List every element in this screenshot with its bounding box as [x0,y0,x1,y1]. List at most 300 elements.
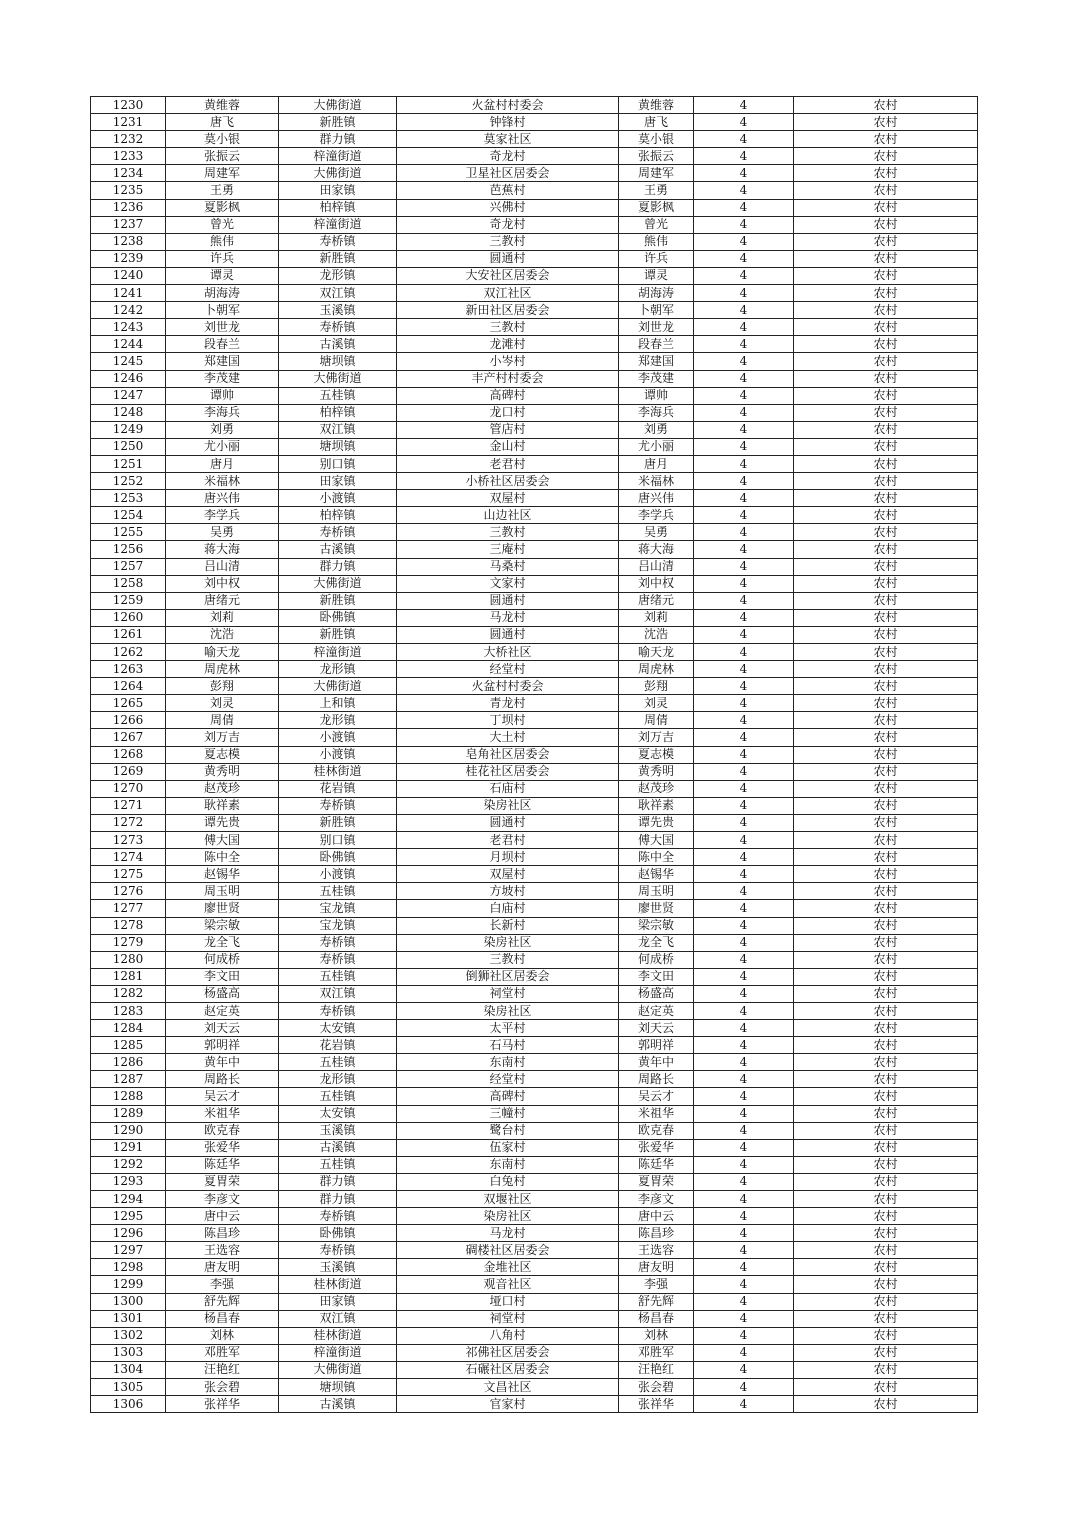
name-cell: 周玉明 [166,883,279,900]
holder-name-cell: 周路长 [619,1071,694,1088]
name-cell: 唐绪元 [166,592,279,609]
area-type-cell: 农村 [794,302,978,319]
area-type-cell: 农村 [794,455,978,472]
name-cell: 张会碧 [166,1379,279,1396]
holder-name-cell: 梁宗敏 [619,917,694,934]
table-row [91,1020,978,1037]
name-cell: 唐友明 [166,1259,279,1276]
name-cell: 谭先贵 [166,814,279,831]
holder-name-cell: 唐绪元 [619,592,694,609]
area-type-cell: 农村 [794,233,978,250]
level-cell: 4 [694,438,794,455]
row-number-cell: 1258 [91,575,166,592]
table-row [91,592,978,609]
holder-name-cell: 唐飞 [619,114,694,131]
holder-name-cell: 欧克春 [619,1122,694,1139]
table-row [91,729,978,746]
table-row [91,285,978,302]
row-number-cell: 1273 [91,832,166,849]
holder-name-cell: 赵定英 [619,1002,694,1019]
level-cell: 4 [694,1276,794,1293]
table-row [91,1344,978,1361]
village-cell: 高碑村 [397,1088,619,1105]
name-cell: 蒋大海 [166,541,279,558]
holder-name-cell: 黄年中 [619,1054,694,1071]
village-cell: 卫星社区居委会 [397,165,619,182]
table-row [91,661,978,678]
holder-name-cell: 耿祥素 [619,797,694,814]
row-number-cell: 1282 [91,985,166,1002]
town-cell: 田家镇 [279,182,397,199]
table-row [91,1139,978,1156]
table-row [91,951,978,968]
town-cell: 田家镇 [279,473,397,490]
town-cell: 五桂镇 [279,387,397,404]
level-cell: 4 [694,746,794,763]
name-cell: 耿祥素 [166,797,279,814]
town-cell: 寿桥镇 [279,1242,397,1259]
area-type-cell: 农村 [794,490,978,507]
holder-name-cell: 沈浩 [619,626,694,643]
village-cell: 皂角社区居委会 [397,746,619,763]
level-cell: 4 [694,900,794,917]
holder-name-cell: 吴勇 [619,524,694,541]
row-number-cell: 1270 [91,780,166,797]
row-number-cell: 1253 [91,490,166,507]
level-cell: 4 [694,1208,794,1225]
village-cell: 桂花社区居委会 [397,763,619,780]
village-cell: 染房社区 [397,1208,619,1225]
holder-name-cell: 李文田 [619,968,694,985]
town-cell: 大佛街道 [279,97,397,114]
area-type-cell: 农村 [794,985,978,1002]
table-row [91,763,978,780]
name-cell: 陈昌珍 [166,1225,279,1242]
name-cell: 汪艳红 [166,1361,279,1378]
holder-name-cell: 王选容 [619,1242,694,1259]
level-cell: 4 [694,1002,794,1019]
village-cell: 火盆村村委会 [397,97,619,114]
table-row [91,1259,978,1276]
row-number-cell: 1255 [91,524,166,541]
row-number-cell: 1238 [91,233,166,250]
holder-name-cell: 黄维蓉 [619,97,694,114]
name-cell: 杨盛高 [166,985,279,1002]
level-cell: 4 [694,1293,794,1310]
row-number-cell: 1274 [91,849,166,866]
table-row [91,1054,978,1071]
level-cell: 4 [694,849,794,866]
table-row [91,780,978,797]
table-row [91,370,978,387]
row-number-cell: 1275 [91,866,166,883]
village-cell: 丰产村村委会 [397,370,619,387]
village-cell: 大桥社区 [397,644,619,661]
row-number-cell: 1240 [91,267,166,284]
village-cell: 经堂村 [397,661,619,678]
village-cell: 观音社区 [397,1276,619,1293]
row-number-cell: 1272 [91,814,166,831]
level-cell: 4 [694,883,794,900]
holder-name-cell: 赵茂珍 [619,780,694,797]
row-number-cell: 1262 [91,644,166,661]
town-cell: 龙形镇 [279,661,397,678]
town-cell: 新胜镇 [279,114,397,131]
name-cell: 刘林 [166,1327,279,1344]
area-type-cell: 农村 [794,797,978,814]
village-cell: 小岑村 [397,353,619,370]
village-cell: 金堆社区 [397,1259,619,1276]
row-number-cell: 1237 [91,216,166,233]
table-row [91,866,978,883]
table-row [91,1361,978,1378]
holder-name-cell: 刘莉 [619,609,694,626]
level-cell: 4 [694,1071,794,1088]
row-number-cell: 1287 [91,1071,166,1088]
town-cell: 塘坝镇 [279,1379,397,1396]
area-type-cell: 农村 [794,404,978,421]
row-number-cell: 1293 [91,1173,166,1190]
area-type-cell: 农村 [794,866,978,883]
row-number-cell: 1239 [91,250,166,267]
village-cell: 双堰社区 [397,1191,619,1208]
table-row [91,1122,978,1139]
table-row [91,1156,978,1173]
name-cell: 杨昌春 [166,1310,279,1327]
town-cell: 龙形镇 [279,712,397,729]
village-cell: 石马村 [397,1037,619,1054]
name-cell: 卜朝军 [166,302,279,319]
area-type-cell: 农村 [794,1242,978,1259]
town-cell: 寿桥镇 [279,951,397,968]
area-type-cell: 农村 [794,780,978,797]
name-cell: 彭翔 [166,678,279,695]
level-cell: 4 [694,114,794,131]
holder-name-cell: 卜朝军 [619,302,694,319]
row-number-cell: 1302 [91,1327,166,1344]
holder-name-cell: 刘林 [619,1327,694,1344]
area-type-cell: 农村 [794,575,978,592]
village-cell: 青龙村 [397,695,619,712]
name-cell: 黄年中 [166,1054,279,1071]
level-cell: 4 [694,1379,794,1396]
table-row [91,985,978,1002]
holder-name-cell: 蒋大海 [619,541,694,558]
name-cell: 唐飞 [166,114,279,131]
table-row [91,917,978,934]
level-cell: 4 [694,609,794,626]
level-cell: 4 [694,1054,794,1071]
name-cell: 米福林 [166,473,279,490]
town-cell: 柏梓镇 [279,199,397,216]
holder-name-cell: 熊伟 [619,233,694,250]
table-row [91,1208,978,1225]
area-type-cell: 农村 [794,763,978,780]
area-type-cell: 农村 [794,968,978,985]
name-cell: 周虎林 [166,661,279,678]
name-cell: 沈浩 [166,626,279,643]
area-type-cell: 农村 [794,541,978,558]
level-cell: 4 [694,1310,794,1327]
town-cell: 古溪镇 [279,336,397,353]
level-cell: 4 [694,421,794,438]
level-cell: 4 [694,695,794,712]
name-cell: 李海兵 [166,404,279,421]
level-cell: 4 [694,968,794,985]
area-type-cell: 农村 [794,319,978,336]
level-cell: 4 [694,712,794,729]
village-cell: 金山村 [397,438,619,455]
holder-name-cell: 吕山清 [619,558,694,575]
holder-name-cell: 彭翔 [619,678,694,695]
town-cell: 小渡镇 [279,490,397,507]
name-cell: 陈廷华 [166,1156,279,1173]
name-cell: 傅大国 [166,832,279,849]
table-row [91,746,978,763]
town-cell: 卧佛镇 [279,849,397,866]
holder-name-cell: 谭灵 [619,267,694,284]
village-cell: 垭口村 [397,1293,619,1310]
holder-name-cell: 刘中权 [619,575,694,592]
town-cell: 梓潼街道 [279,216,397,233]
town-cell: 龙形镇 [279,1071,397,1088]
village-cell: 双屋村 [397,490,619,507]
area-type-cell: 农村 [794,814,978,831]
row-number-cell: 1249 [91,421,166,438]
row-number-cell: 1281 [91,968,166,985]
level-cell: 4 [694,644,794,661]
name-cell: 曾光 [166,216,279,233]
name-cell: 喻天龙 [166,644,279,661]
table-row [91,1002,978,1019]
holder-name-cell: 谭帅 [619,387,694,404]
level-cell: 4 [694,302,794,319]
table-row [91,148,978,165]
row-number-cell: 1248 [91,404,166,421]
row-number-cell: 1245 [91,353,166,370]
town-cell: 寿桥镇 [279,934,397,951]
village-cell: 东南村 [397,1156,619,1173]
name-cell: 黄秀明 [166,763,279,780]
name-cell: 吴勇 [166,524,279,541]
village-cell: 染房社区 [397,934,619,951]
area-type-cell: 农村 [794,336,978,353]
row-number-cell: 1263 [91,661,166,678]
table-row [91,1225,978,1242]
level-cell: 4 [694,1122,794,1139]
holder-name-cell: 张爱华 [619,1139,694,1156]
holder-name-cell: 米福林 [619,473,694,490]
area-type-cell: 农村 [794,524,978,541]
holder-name-cell: 邓胜军 [619,1344,694,1361]
name-cell: 夏胃荣 [166,1173,279,1190]
level-cell: 4 [694,1088,794,1105]
holder-name-cell: 尤小丽 [619,438,694,455]
area-type-cell: 农村 [794,1054,978,1071]
row-number-cell: 1297 [91,1242,166,1259]
town-cell: 柏梓镇 [279,507,397,524]
town-cell: 五桂镇 [279,968,397,985]
holder-name-cell: 段春兰 [619,336,694,353]
row-number-cell: 1277 [91,900,166,917]
row-number-cell: 1278 [91,917,166,934]
table-row [91,832,978,849]
table-row [91,1327,978,1344]
table-row [91,1173,978,1190]
level-cell: 4 [694,216,794,233]
village-cell: 染房社区 [397,1002,619,1019]
village-cell: 倒狮社区居委会 [397,968,619,985]
name-cell: 张爱华 [166,1139,279,1156]
level-cell: 4 [694,148,794,165]
town-cell: 大佛街道 [279,678,397,695]
town-cell: 别口镇 [279,832,397,849]
holder-name-cell: 夏影枫 [619,199,694,216]
town-cell: 龙形镇 [279,267,397,284]
name-cell: 李学兵 [166,507,279,524]
village-cell: 三教村 [397,319,619,336]
area-type-cell: 农村 [794,97,978,114]
table-row [91,1276,978,1293]
town-cell: 双江镇 [279,985,397,1002]
row-number-cell: 1285 [91,1037,166,1054]
level-cell: 4 [694,1344,794,1361]
table-row [91,319,978,336]
name-cell: 梁宗敏 [166,917,279,934]
town-cell: 别口镇 [279,455,397,472]
row-number-cell: 1235 [91,182,166,199]
level-cell: 4 [694,353,794,370]
town-cell: 塘坝镇 [279,353,397,370]
holder-name-cell: 喻天龙 [619,644,694,661]
area-type-cell: 农村 [794,644,978,661]
name-cell: 赵定英 [166,1002,279,1019]
row-number-cell: 1292 [91,1156,166,1173]
village-cell: 方坡村 [397,883,619,900]
area-type-cell: 农村 [794,849,978,866]
holder-name-cell: 李强 [619,1276,694,1293]
village-cell: 圆通村 [397,814,619,831]
town-cell: 双江镇 [279,421,397,438]
level-cell: 4 [694,1156,794,1173]
village-cell: 龙口村 [397,404,619,421]
table-row [91,250,978,267]
area-type-cell: 农村 [794,1122,978,1139]
level-cell: 4 [694,336,794,353]
area-type-cell: 农村 [794,712,978,729]
town-cell: 桂林街道 [279,1327,397,1344]
area-type-cell: 农村 [794,1002,978,1019]
row-number-cell: 1284 [91,1020,166,1037]
name-cell: 黄维蓉 [166,97,279,114]
name-cell: 张祥华 [166,1396,279,1413]
area-type-cell: 农村 [794,1379,978,1396]
town-cell: 新胜镇 [279,814,397,831]
town-cell: 梓潼街道 [279,1344,397,1361]
area-type-cell: 农村 [794,353,978,370]
village-cell: 祁佛社区居委会 [397,1344,619,1361]
row-number-cell: 1268 [91,746,166,763]
table-row [91,490,978,507]
area-type-cell: 农村 [794,1156,978,1173]
level-cell: 4 [694,1259,794,1276]
village-cell: 兴佛村 [397,199,619,216]
village-cell: 三幢村 [397,1105,619,1122]
roster-body [91,97,978,1413]
village-cell: 奇龙村 [397,148,619,165]
village-cell: 月坝村 [397,849,619,866]
area-type-cell: 农村 [794,729,978,746]
holder-name-cell: 谭先贵 [619,814,694,831]
table-row [91,455,978,472]
name-cell: 刘莉 [166,609,279,626]
row-number-cell: 1233 [91,148,166,165]
town-cell: 梓潼街道 [279,148,397,165]
area-type-cell: 农村 [794,900,978,917]
town-cell: 寿桥镇 [279,1208,397,1225]
holder-name-cell: 吴云才 [619,1088,694,1105]
village-cell: 大安社区居委会 [397,267,619,284]
area-type-cell: 农村 [794,1139,978,1156]
row-number-cell: 1256 [91,541,166,558]
table-row [91,473,978,490]
area-type-cell: 农村 [794,387,978,404]
area-type-cell: 农村 [794,1105,978,1122]
town-cell: 群力镇 [279,1173,397,1190]
town-cell: 大佛街道 [279,575,397,592]
holder-name-cell: 舒先辉 [619,1293,694,1310]
name-cell: 王勇 [166,182,279,199]
village-cell: 马龙村 [397,1225,619,1242]
area-type-cell: 农村 [794,951,978,968]
level-cell: 4 [694,199,794,216]
level-cell: 4 [694,763,794,780]
table-row [91,507,978,524]
row-number-cell: 1271 [91,797,166,814]
name-cell: 廖世贤 [166,900,279,917]
holder-name-cell: 陈昌珍 [619,1225,694,1242]
area-type-cell: 农村 [794,216,978,233]
town-cell: 小渡镇 [279,746,397,763]
row-number-cell: 1305 [91,1379,166,1396]
name-cell: 唐中云 [166,1208,279,1225]
table-row [91,695,978,712]
name-cell: 夏志模 [166,746,279,763]
row-number-cell: 1286 [91,1054,166,1071]
roster-table [90,96,978,1413]
row-number-cell: 1291 [91,1139,166,1156]
table-row [91,438,978,455]
level-cell: 4 [694,985,794,1002]
holder-name-cell: 陈廷华 [619,1156,694,1173]
row-number-cell: 1279 [91,934,166,951]
level-cell: 4 [694,97,794,114]
level-cell: 4 [694,1327,794,1344]
area-type-cell: 农村 [794,1225,978,1242]
holder-name-cell: 周建军 [619,165,694,182]
town-cell: 群力镇 [279,558,397,575]
area-type-cell: 农村 [794,1293,978,1310]
area-type-cell: 农村 [794,148,978,165]
holder-name-cell: 许兵 [619,250,694,267]
table-row [91,1396,978,1413]
table-row [91,678,978,695]
name-cell: 刘万吉 [166,729,279,746]
level-cell: 4 [694,319,794,336]
name-cell: 刘世龙 [166,319,279,336]
town-cell: 寿桥镇 [279,233,397,250]
name-cell: 郑建国 [166,353,279,370]
